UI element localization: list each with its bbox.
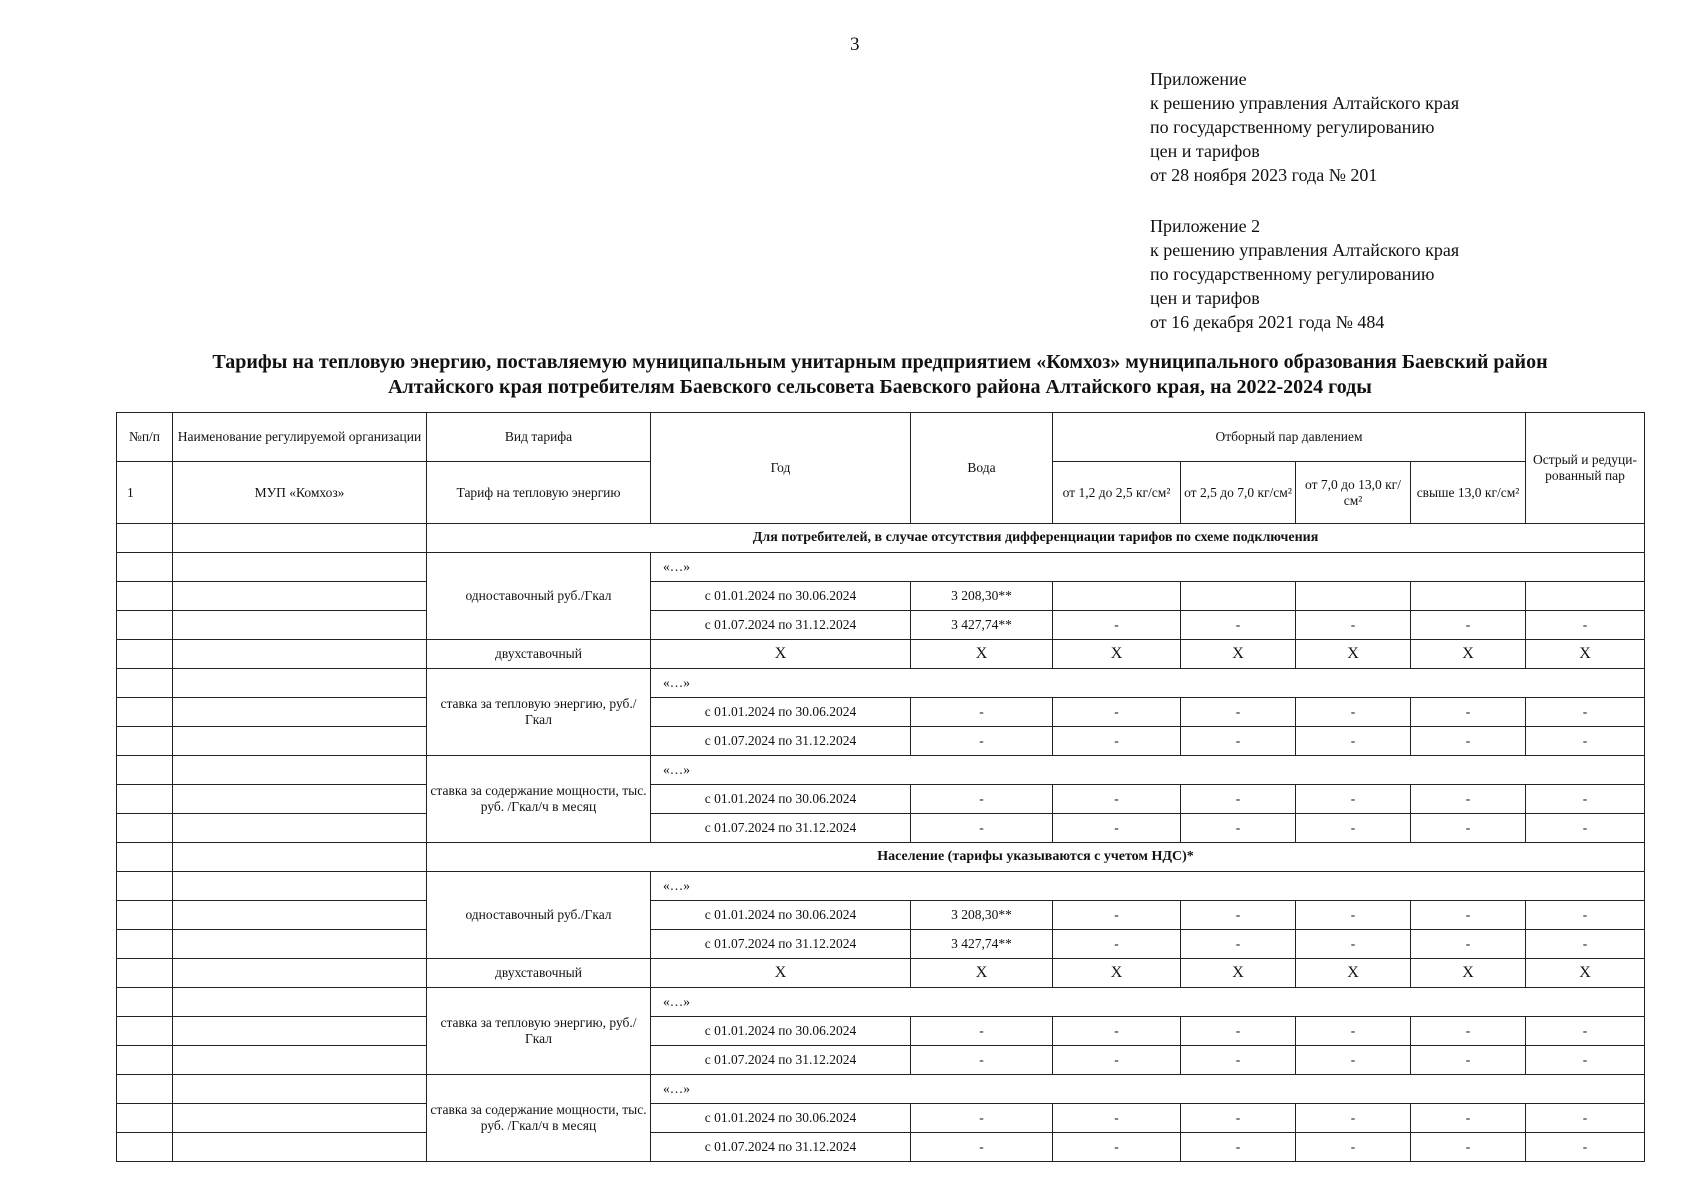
dash-value: - xyxy=(1296,1104,1411,1133)
period: с 01.01.2024 по 30.06.2024 xyxy=(651,1017,911,1046)
dash-value: - xyxy=(1526,727,1645,756)
cross-value: X xyxy=(1053,640,1181,669)
cross-value: X xyxy=(911,640,1053,669)
dash-value: - xyxy=(1053,1133,1181,1162)
dash-value: - xyxy=(1181,1104,1296,1133)
tariff-period-row xyxy=(117,698,1645,727)
heat-rate-label: ставка за тепловую энергию, руб./Гкал xyxy=(427,988,651,1075)
cross-value: X xyxy=(1411,959,1526,988)
tariff-period-row xyxy=(117,901,1645,930)
ellipsis: «…» xyxy=(651,553,1645,582)
section-title: Население (тарифы указываются с учетом НДС)* xyxy=(427,843,1645,872)
empty-num-cell xyxy=(117,1104,173,1133)
dash-value: - xyxy=(1411,727,1526,756)
empty-num-cell xyxy=(117,1075,173,1104)
cross-value: X xyxy=(1411,640,1526,669)
title-line: Алтайского края потребителям Баевского сельсовета Баевского района Алтайского края, на 2022-2024 годы xyxy=(388,376,1372,398)
dash-value: - xyxy=(1296,698,1411,727)
dash-value: - xyxy=(1296,901,1411,930)
dash-value: - xyxy=(1296,814,1411,843)
appendix-line: от 28 ноября 2023 года № 201 xyxy=(1150,165,1378,185)
period: с 01.07.2024 по 31.12.2024 xyxy=(651,814,911,843)
dash-value: - xyxy=(1411,1017,1526,1046)
heat-rate-label: ставка за тепловую энергию, руб./Гкал xyxy=(427,669,651,756)
page-number: 3 xyxy=(850,34,860,55)
tariff-ellipsis-row xyxy=(117,872,1645,901)
two-rate-label: двухставочный xyxy=(427,959,651,988)
empty-num-cell xyxy=(117,959,173,988)
dash-value: - xyxy=(1526,901,1645,930)
appendix-line: к решению управления Алтайского края xyxy=(1150,93,1460,113)
dash-value: - xyxy=(1296,1046,1411,1075)
dash-value: - xyxy=(1181,1046,1296,1075)
appendix-line: цен и тарифов xyxy=(1150,141,1260,161)
two-rate-label: двухставочный xyxy=(427,640,651,669)
appendix-current xyxy=(1150,67,1459,187)
header-row xyxy=(117,413,1645,462)
empty-org-cell xyxy=(173,1046,427,1075)
header-org: Наименование регулируемой организации xyxy=(173,413,427,462)
header-steam-2: от 2,5 до 7,0 кг/см² xyxy=(1181,462,1296,524)
dash-value: - xyxy=(1526,930,1645,959)
dash-value: - xyxy=(1411,1133,1526,1162)
dash-value: - xyxy=(1526,814,1645,843)
ellipsis: «…» xyxy=(651,988,1645,1017)
tariff-ellipsis-row xyxy=(117,988,1645,1017)
dash-value: - xyxy=(1526,1133,1645,1162)
empty-org-cell xyxy=(173,640,427,669)
header-steam-4: свыше 13,0 кг/см² xyxy=(1411,462,1526,524)
dash-value: - xyxy=(911,1017,1053,1046)
dash-value: - xyxy=(1053,1017,1181,1046)
dash-value: - xyxy=(1181,1017,1296,1046)
empty-num-cell xyxy=(117,814,173,843)
one-rate-label: одноставочный руб./Гкал xyxy=(427,553,651,640)
empty-num-cell xyxy=(117,611,173,640)
empty-num-cell xyxy=(117,785,173,814)
period: с 01.07.2024 по 31.12.2024 xyxy=(651,1133,911,1162)
empty-num-cell xyxy=(117,843,173,872)
dash-value: - xyxy=(1181,901,1296,930)
dash-value: - xyxy=(911,1046,1053,1075)
water-value: 3 427,74** xyxy=(911,611,1053,640)
ellipsis: «…» xyxy=(651,1075,1645,1104)
title-line: Тарифы на тепловую энергию, поставляемую муниципальным унитарным предприятием «Комхоз» муниципального образования Баевский район xyxy=(212,351,1548,373)
empty-org-cell xyxy=(173,1104,427,1133)
dash-value: - xyxy=(1053,814,1181,843)
appendix-line: от 16 декабря 2021 года № 484 xyxy=(1150,312,1385,332)
cross-value: X xyxy=(651,959,911,988)
dash-value: - xyxy=(911,698,1053,727)
dash-value: - xyxy=(1181,814,1296,843)
section-title-row xyxy=(117,843,1645,872)
dash-value: - xyxy=(1296,727,1411,756)
header-steam-1: от 1,2 до 2,5 кг/см² xyxy=(1053,462,1181,524)
tariff-period-row xyxy=(117,1133,1645,1162)
dash-value: - xyxy=(1181,698,1296,727)
empty-value xyxy=(1296,582,1411,611)
ellipsis: «…» xyxy=(651,669,1645,698)
cross-value: X xyxy=(1296,640,1411,669)
empty-value xyxy=(1181,582,1296,611)
empty-org-cell xyxy=(173,727,427,756)
dash-value: - xyxy=(1296,1017,1411,1046)
period: с 01.01.2024 по 30.06.2024 xyxy=(651,698,911,727)
header-steam-3: от 7,0 до 13,0 кг/см² xyxy=(1296,462,1411,524)
dash-value: - xyxy=(1181,1133,1296,1162)
empty-org-cell xyxy=(173,930,427,959)
dash-value: - xyxy=(1526,698,1645,727)
dash-value: - xyxy=(1526,611,1645,640)
cross-value: X xyxy=(1526,640,1645,669)
capacity-rate-label: ставка за содержание мощности, тыс. руб. /Гкал/ч в месяц xyxy=(427,1075,651,1162)
empty-num-cell xyxy=(117,1017,173,1046)
period: с 01.07.2024 по 31.12.2024 xyxy=(651,1046,911,1075)
empty-org-cell xyxy=(173,1133,427,1162)
document-title xyxy=(110,350,1650,400)
dash-value: - xyxy=(1411,785,1526,814)
dash-value: - xyxy=(1181,727,1296,756)
cross-value: X xyxy=(911,959,1053,988)
empty-num-cell xyxy=(117,582,173,611)
empty-num-cell xyxy=(117,1133,173,1162)
section-title: Для потребителей, в случае отсутствия дифференциации тарифов по схеме подключения xyxy=(427,524,1645,553)
dash-value: - xyxy=(1181,930,1296,959)
empty-org-cell xyxy=(173,785,427,814)
tariff-period-row xyxy=(117,582,1645,611)
empty-org-cell xyxy=(173,524,427,553)
appendix-line: Приложение 2 xyxy=(1150,216,1261,236)
dash-value: - xyxy=(1053,930,1181,959)
dash-value: - xyxy=(1053,727,1181,756)
dash-value: - xyxy=(1526,1104,1645,1133)
period: с 01.07.2024 по 31.12.2024 xyxy=(651,611,911,640)
appendix-line: Приложение xyxy=(1150,69,1247,89)
tariff-period-row xyxy=(117,814,1645,843)
empty-num-cell xyxy=(117,901,173,930)
dash-value: - xyxy=(1053,611,1181,640)
dash-value: - xyxy=(1053,1104,1181,1133)
dash-value: - xyxy=(1181,611,1296,640)
cross-value: X xyxy=(1296,959,1411,988)
dash-value: - xyxy=(911,1133,1053,1162)
tariff-ellipsis-row xyxy=(117,553,1645,582)
empty-num-cell xyxy=(117,930,173,959)
period: с 01.07.2024 по 31.12.2024 xyxy=(651,930,911,959)
tariff-period-row xyxy=(117,727,1645,756)
cross-value: X xyxy=(651,640,911,669)
empty-org-cell xyxy=(173,611,427,640)
tariff-period-row xyxy=(117,1104,1645,1133)
empty-num-cell xyxy=(117,988,173,1017)
two-rate-row xyxy=(117,640,1645,669)
org-number: 1 xyxy=(117,462,173,524)
dash-value: - xyxy=(1411,930,1526,959)
header-sharp-steam: Острый и редуци-рованный пар xyxy=(1526,413,1645,524)
empty-num-cell xyxy=(117,727,173,756)
tariff-period-row xyxy=(117,1017,1645,1046)
empty-num-cell xyxy=(117,553,173,582)
appendix-previous xyxy=(1150,214,1459,334)
empty-org-cell xyxy=(173,959,427,988)
appendix-line: цен и тарифов xyxy=(1150,288,1260,308)
empty-value xyxy=(1053,582,1181,611)
two-rate-row xyxy=(117,959,1645,988)
tariff-ellipsis-row xyxy=(117,1075,1645,1104)
empty-org-cell xyxy=(173,814,427,843)
appendix-line: по государственному регулированию xyxy=(1150,264,1435,284)
empty-org-cell xyxy=(173,553,427,582)
tariff-ellipsis-row xyxy=(117,756,1645,785)
header-num: №п/п xyxy=(117,413,173,462)
dash-value: - xyxy=(911,814,1053,843)
header-steam: Отборный пар давлением xyxy=(1053,413,1526,462)
empty-org-cell xyxy=(173,1017,427,1046)
dash-value: - xyxy=(911,727,1053,756)
empty-org-cell xyxy=(173,988,427,1017)
ellipsis: «…» xyxy=(651,872,1645,901)
dash-value: - xyxy=(1053,1046,1181,1075)
dash-value: - xyxy=(1053,785,1181,814)
header-year: Год xyxy=(651,413,911,524)
dash-value: - xyxy=(1296,1133,1411,1162)
empty-org-cell xyxy=(173,669,427,698)
empty-org-cell xyxy=(173,1075,427,1104)
one-rate-label: одноставочный руб./Гкал xyxy=(427,872,651,959)
dash-value: - xyxy=(1411,611,1526,640)
ellipsis: «…» xyxy=(651,756,1645,785)
dash-value: - xyxy=(1296,930,1411,959)
empty-num-cell xyxy=(117,524,173,553)
empty-org-cell xyxy=(173,582,427,611)
empty-value xyxy=(1411,582,1526,611)
period: с 01.07.2024 по 31.12.2024 xyxy=(651,727,911,756)
dash-value: - xyxy=(1053,901,1181,930)
tariff-period-row xyxy=(117,611,1645,640)
empty-org-cell xyxy=(173,698,427,727)
header-tariff-type: Вид тарифа xyxy=(427,413,651,462)
empty-num-cell xyxy=(117,669,173,698)
empty-org-cell xyxy=(173,756,427,785)
dash-value: - xyxy=(1526,1046,1645,1075)
empty-num-cell xyxy=(117,872,173,901)
org-name: МУП «Комхоз» xyxy=(173,462,427,524)
dash-value: - xyxy=(1181,785,1296,814)
tariff-ellipsis-row xyxy=(117,669,1645,698)
empty-num-cell xyxy=(117,1046,173,1075)
period: с 01.01.2024 по 30.06.2024 xyxy=(651,582,911,611)
dash-value: - xyxy=(1411,698,1526,727)
water-value: 3 208,30** xyxy=(911,901,1053,930)
period: с 01.01.2024 по 30.06.2024 xyxy=(651,1104,911,1133)
appendix-line: по государственному регулированию xyxy=(1150,117,1435,137)
capacity-rate-label: ставка за содержание мощности, тыс. руб. /Гкал/ч в месяц xyxy=(427,756,651,843)
dash-value: - xyxy=(1526,1017,1645,1046)
cross-value: X xyxy=(1181,959,1296,988)
dash-value: - xyxy=(1411,1104,1526,1133)
empty-org-cell xyxy=(173,901,427,930)
empty-org-cell xyxy=(173,872,427,901)
tariff-period-row xyxy=(117,1046,1645,1075)
tariff-period-row xyxy=(117,930,1645,959)
empty-num-cell xyxy=(117,640,173,669)
empty-num-cell xyxy=(117,698,173,727)
header-water: Вода xyxy=(911,413,1053,524)
dash-value: - xyxy=(911,785,1053,814)
cross-value: X xyxy=(1526,959,1645,988)
dash-value: - xyxy=(1296,785,1411,814)
tariff-period-row xyxy=(117,785,1645,814)
water-value: 3 427,74** xyxy=(911,930,1053,959)
water-value: 3 208,30** xyxy=(911,582,1053,611)
empty-org-cell xyxy=(173,843,427,872)
appendix-line: к решению управления Алтайского края xyxy=(1150,240,1460,260)
dash-value: - xyxy=(1526,785,1645,814)
dash-value: - xyxy=(1053,698,1181,727)
section-title-row xyxy=(117,524,1645,553)
empty-value xyxy=(1526,582,1645,611)
org-tariff: Тариф на тепловую энергию xyxy=(427,462,651,524)
dash-value: - xyxy=(911,1104,1053,1133)
period: с 01.01.2024 по 30.06.2024 xyxy=(651,785,911,814)
cross-value: X xyxy=(1181,640,1296,669)
dash-value: - xyxy=(1296,611,1411,640)
dash-value: - xyxy=(1411,1046,1526,1075)
dash-value: - xyxy=(1411,814,1526,843)
dash-value: - xyxy=(1411,901,1526,930)
tariff-table xyxy=(116,412,1645,1162)
period: с 01.01.2024 по 30.06.2024 xyxy=(651,901,911,930)
empty-num-cell xyxy=(117,756,173,785)
cross-value: X xyxy=(1053,959,1181,988)
